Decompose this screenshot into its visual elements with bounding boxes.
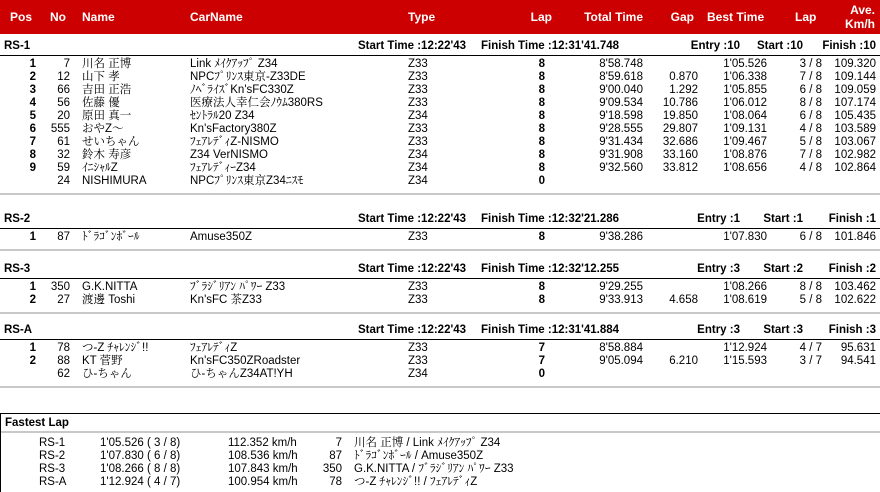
row-type: Z33: [408, 123, 428, 135]
fastest-speed: 112.352 km/h: [228, 437, 297, 449]
fastest-lap-divider: [1, 431, 880, 433]
row-best-lap: 5 / 8: [799, 136, 822, 148]
row-driver-name: 渡邊 Toshi: [82, 294, 136, 306]
col-pos-header: Pos: [10, 10, 33, 24]
class-entry-count: Entry :10: [690, 40, 740, 52]
row-best-time: 1'08.266: [723, 281, 767, 293]
class-start-time: Start Time :12:22'43: [358, 263, 466, 275]
row-gap: 6.210: [669, 355, 698, 367]
row-best-lap: 7 / 8: [799, 149, 822, 161]
row-total-time: 9'28.555: [599, 123, 643, 135]
row-car-name: ﾌｪｱﾚﾃﾞｨZ: [190, 342, 238, 354]
row-laps: 8: [538, 231, 545, 243]
row-total-time: 8'59.618: [599, 71, 643, 83]
class-separator: [0, 339, 880, 340]
fastest-car-no: 7: [335, 437, 342, 449]
row-total-time: 8'58.884: [599, 342, 643, 354]
class-finish-time: Finish Time :12:32'21.286: [481, 213, 620, 225]
row-best-time: 1'07.830: [723, 231, 767, 243]
row-ave-speed: 94.541: [840, 355, 876, 367]
row-no: 350: [50, 281, 70, 293]
row-laps: 8: [538, 58, 545, 70]
row-total-time: 9'33.913: [599, 294, 643, 306]
row-best-lap: 6 / 8: [799, 84, 822, 96]
row-driver-name: ﾄﾞﾗｺﾞﾝﾎﾞｰﾙ: [82, 231, 140, 243]
row-total-time: 9'09.534: [599, 97, 643, 109]
fastest-speed: 100.954 km/h: [228, 476, 298, 488]
class-start-count: Start :10: [756, 40, 803, 52]
row-ave-speed: 95.631: [840, 342, 876, 354]
fastest-driver-car: ﾄﾞﾗｺﾞﾝﾎﾞｰﾙ / Amuse350Z: [354, 450, 484, 462]
row-car-name: ｾﾝﾄﾗﾙ20 Z34: [190, 110, 255, 122]
row-car-name: NPCﾌﾟﾘﾝｽ東京-Z33DE: [190, 71, 306, 83]
row-best-time: 1'08.064: [723, 110, 767, 122]
row-driver-name: KT 菅野: [82, 355, 123, 367]
class-name: RS-3: [4, 263, 31, 275]
row-driver-name: G.K.NITTA: [82, 281, 138, 293]
row-no: 88: [57, 355, 70, 367]
row-driver-name: ｲﾆｼｬﾙZ: [82, 162, 118, 174]
row-ave-speed: 102.622: [834, 294, 876, 306]
section-end-divider: [0, 193, 880, 195]
col-ave-header-line2: Km/h: [845, 17, 875, 31]
row-no: 59: [57, 162, 70, 174]
row-ave-speed: 103.067: [834, 136, 876, 148]
row-driver-name: 佐藤 優: [82, 97, 120, 109]
row-best-time: 1'09.467: [723, 136, 767, 148]
row-no: 12: [57, 71, 70, 83]
row-best-time: 1'05.855: [723, 84, 767, 96]
fastest-time: 1'12.924 ( 4 / 7): [100, 476, 181, 488]
row-best-time: 1'06.012: [723, 97, 767, 109]
row-no: 555: [50, 123, 70, 135]
row-driver-name: つ-Z ﾁｬﾚﾝｼﾞ!!: [82, 342, 149, 354]
row-driver-name: おやZ～: [82, 123, 124, 135]
row-driver-name: 吉田 正浩: [82, 84, 132, 96]
row-best-time: 1'06.338: [723, 71, 767, 83]
col-gap-header: Gap: [670, 10, 694, 24]
class-start-time: Start Time :12:22'43: [358, 40, 466, 52]
row-driver-name: せいちゃん: [82, 136, 140, 148]
class-name: RS-1: [4, 40, 31, 52]
col-total-time-header: Total Time: [584, 10, 643, 24]
row-type: Z33: [408, 355, 428, 367]
row-gap: 33.812: [662, 162, 698, 174]
fastest-class: RS-1: [39, 437, 66, 449]
row-gap: 33.160: [662, 149, 698, 161]
fastest-car-no: 87: [329, 450, 342, 462]
row-type: Z33: [408, 97, 428, 109]
row-laps: 8: [538, 84, 545, 96]
row-pos: 5: [29, 110, 36, 122]
row-no: 56: [57, 97, 70, 109]
row-total-time: 9'00.040: [599, 84, 643, 96]
class-finish-time: Finish Time :12:31'41.748: [481, 40, 620, 52]
fastest-class: RS-A: [39, 476, 67, 488]
row-car-name: ﾌｪｱﾚﾃﾞｨｰZ34: [190, 162, 256, 174]
section-end-divider: [0, 249, 880, 251]
row-type: Z34: [408, 368, 428, 380]
class-entry-count: Entry :3: [697, 263, 740, 275]
row-ave-speed: 102.864: [834, 162, 876, 174]
row-pos: 4: [29, 97, 36, 109]
results-header-bar: [0, 0, 880, 34]
row-type: Z34: [408, 110, 428, 122]
row-no: 32: [57, 149, 70, 161]
row-gap: 4.658: [669, 294, 698, 306]
row-best-lap: 6 / 8: [799, 231, 822, 243]
fastest-driver-car: 川名 正博 / Link ﾒｲｸｱｯﾌﾟ Z34: [354, 437, 501, 449]
fastest-lap-title: Fastest Lap: [5, 417, 69, 429]
col-best-lap-header: Lap: [795, 10, 817, 24]
row-type: Z34: [408, 162, 428, 174]
class-start-count: Start :2: [763, 263, 803, 275]
row-gap: 0.870: [669, 71, 698, 83]
row-pos: 8: [29, 149, 36, 161]
fastest-driver-car: つ-Z ﾁｬﾚﾝｼﾞ!! / ﾌｪｱﾚﾃﾞｨZ: [354, 476, 478, 488]
col-name-header: Name: [82, 10, 115, 24]
class-finish-count: Finish :3: [828, 324, 876, 336]
row-gap: 32.686: [662, 136, 698, 148]
row-driver-name: 川名 正博: [82, 58, 132, 70]
row-pos: 3: [29, 84, 36, 96]
row-best-lap: 6 / 8: [799, 110, 822, 122]
fastest-time: 1'05.526 ( 3 / 8): [100, 437, 181, 449]
row-best-time: 1'09.131: [723, 123, 767, 135]
row-type: Z33: [408, 342, 428, 354]
row-pos: 1: [29, 231, 36, 243]
class-start-time: Start Time :12:22'43: [358, 213, 466, 225]
row-total-time: 9'31.434: [599, 136, 643, 148]
row-ave-speed: 101.846: [834, 231, 876, 243]
col-ave-header-line1: Ave.: [850, 3, 875, 17]
col-no-header: No: [50, 10, 66, 24]
fastest-speed: 107.843 km/h: [228, 463, 298, 475]
row-type: Z33: [408, 294, 428, 306]
row-laps: 8: [538, 97, 545, 109]
row-best-lap: 4 / 8: [799, 123, 822, 135]
row-car-name: Link ﾒｲｸｱｯﾌﾟ Z34: [190, 58, 278, 70]
row-ave-speed: 109.320: [834, 58, 876, 70]
row-car-name: ﾌｪｱﾚﾃﾞｨZ-NISMO: [190, 136, 279, 148]
row-best-time: 1'08.876: [723, 149, 767, 161]
row-driver-name: 原田 真一: [82, 110, 132, 122]
fastest-lap-box: [0, 413, 880, 492]
row-best-time: 1'08.619: [723, 294, 767, 306]
class-finish-time: Finish Time :12:32'12.255: [481, 263, 620, 275]
col-carname-header: CarName: [190, 10, 243, 24]
row-best-lap: 5 / 8: [799, 294, 822, 306]
row-type: Z33: [408, 231, 428, 243]
fastest-car-no: 78: [329, 476, 342, 488]
row-total-time: 9'38.286: [599, 231, 643, 243]
row-pos: 9: [29, 162, 36, 174]
fastest-speed: 108.536 km/h: [228, 450, 298, 462]
row-total-time: 9'32.560: [599, 162, 643, 174]
class-entry-count: Entry :3: [697, 324, 740, 336]
row-no: 87: [57, 231, 70, 243]
row-type: Z34: [408, 175, 428, 187]
row-gap: 10.786: [662, 97, 698, 109]
row-laps: 0: [538, 368, 545, 380]
row-pos: 2: [29, 294, 36, 306]
class-name: RS-A: [4, 324, 33, 336]
row-best-lap: 3 / 7: [799, 355, 822, 367]
col-lap-header: Lap: [530, 10, 552, 24]
row-best-lap: 3 / 8: [799, 58, 822, 70]
row-total-time: 9'05.094: [599, 355, 643, 367]
class-start-time: Start Time :12:22'43: [358, 324, 466, 336]
row-car-name: 医療法人幸仁会ﾉｳﾑ380RS: [190, 97, 323, 109]
fastest-class: RS-2: [39, 450, 66, 462]
row-driver-name: ひ-ちゃん: [82, 368, 132, 380]
row-laps: 8: [538, 136, 545, 148]
row-car-name: ひ-ちゃんZ34AT!YH: [190, 368, 293, 380]
row-laps: 8: [538, 162, 545, 174]
fastest-time: 1'08.266 ( 8 / 8): [100, 463, 181, 475]
row-laps: 8: [538, 294, 545, 306]
row-no: 66: [57, 84, 70, 96]
row-no: 78: [57, 342, 70, 354]
row-laps: 8: [538, 149, 545, 161]
row-ave-speed: 107.174: [834, 97, 876, 109]
class-name: RS-2: [4, 213, 31, 225]
row-laps: 8: [538, 281, 545, 293]
row-pos: 6: [29, 123, 36, 135]
row-car-name: ﾌﾞﾗｼﾞﾘｱﾝ ﾊﾟﾜｰ Z33: [190, 281, 286, 293]
row-gap: 19.850: [662, 110, 698, 122]
col-best-time-header: Best Time: [707, 10, 765, 24]
row-type: Z33: [408, 71, 428, 83]
row-driver-name: 山下 孝: [82, 71, 120, 83]
row-driver-name: 鈴木 寿彦: [82, 149, 132, 161]
row-best-time: 1'05.526: [723, 58, 767, 70]
row-type: Z33: [408, 84, 428, 96]
row-total-time: 8'58.748: [599, 58, 643, 70]
row-no: 24: [57, 175, 70, 187]
row-type: Z33: [408, 281, 428, 293]
row-best-lap: 7 / 8: [799, 71, 822, 83]
class-separator: [0, 228, 880, 229]
row-total-time: 9'29.255: [599, 281, 643, 293]
row-laps: 7: [538, 342, 545, 354]
row-gap: 29.807: [662, 123, 698, 135]
row-type: Z34: [408, 149, 428, 161]
class-finish-count: Finish :2: [828, 263, 876, 275]
row-best-time: 1'12.924: [723, 342, 767, 354]
class-finish-count: Finish :10: [822, 40, 876, 52]
row-ave-speed: 109.144: [834, 71, 876, 83]
row-car-name: Z34 VerNISMO: [190, 149, 268, 161]
row-pos: 1: [29, 342, 36, 354]
row-best-lap: 8 / 8: [799, 97, 822, 109]
row-car-name: Kn'sFC 茶Z33: [190, 294, 262, 306]
class-start-count: Start :3: [763, 324, 803, 336]
row-best-time: 1'08.656: [723, 162, 767, 174]
row-no: 7: [63, 58, 70, 70]
fastest-class: RS-3: [39, 463, 66, 475]
row-gap: 1.292: [669, 84, 698, 96]
row-car-name: NPCﾌﾟﾘﾝｽ東京Z34ﾆｽﾓ: [190, 175, 304, 187]
fastest-car-no: 350: [322, 463, 342, 475]
row-best-lap: 4 / 7: [799, 342, 822, 354]
col-type-header: Type: [408, 10, 436, 24]
row-laps: 8: [538, 110, 545, 122]
row-total-time: 9'18.598: [599, 110, 643, 122]
row-best-time: 1'15.593: [723, 355, 767, 367]
class-finish-time: Finish Time :12:31'41.884: [481, 324, 620, 336]
row-pos: 1: [29, 58, 36, 70]
row-no: 61: [57, 136, 70, 148]
row-total-time: 9'31.908: [599, 149, 643, 161]
row-car-name: Kn'sFactory380Z: [190, 123, 277, 135]
row-ave-speed: 105.435: [834, 110, 876, 122]
row-type: Z33: [408, 136, 428, 148]
row-ave-speed: 102.982: [834, 149, 876, 161]
row-no: 20: [57, 110, 70, 122]
row-pos: 2: [29, 355, 36, 367]
row-pos: 1: [29, 281, 36, 293]
row-laps: 8: [538, 71, 545, 83]
fastest-driver-car: G.K.NITTA / ﾌﾞﾗｼﾞﾘｱﾝ ﾊﾟﾜｰ Z33: [354, 463, 514, 475]
row-pos: 2: [29, 71, 36, 83]
row-car-name: Amuse350Z: [190, 231, 253, 243]
row-driver-name: NISHIMURA: [82, 175, 147, 187]
class-separator: [0, 278, 880, 279]
row-laps: 0: [538, 175, 545, 187]
row-laps: 8: [538, 123, 545, 135]
section-end-divider: [0, 386, 880, 388]
row-ave-speed: 109.059: [834, 84, 876, 96]
row-no: 27: [57, 294, 70, 306]
row-laps: 7: [538, 355, 545, 367]
row-ave-speed: 103.462: [834, 281, 876, 293]
row-best-lap: 8 / 8: [799, 281, 822, 293]
fastest-time: 1'07.830 ( 6 / 8): [100, 450, 181, 462]
row-type: Z33: [408, 58, 428, 70]
class-entry-count: Entry :1: [697, 213, 740, 225]
row-best-lap: 4 / 8: [799, 162, 822, 174]
class-finish-count: Finish :1: [828, 213, 876, 225]
row-ave-speed: 103.589: [834, 123, 876, 135]
class-separator: [0, 55, 880, 56]
section-end-divider: [0, 312, 880, 314]
row-no: 62: [57, 368, 70, 380]
class-start-count: Start :1: [763, 213, 803, 225]
row-car-name: Kn'sFC350ZRoadster: [190, 355, 301, 367]
row-car-name: ﾉﾍﾞﾗｲｽﾞKn'sFC330Z: [190, 84, 294, 96]
row-pos: 7: [29, 136, 36, 148]
